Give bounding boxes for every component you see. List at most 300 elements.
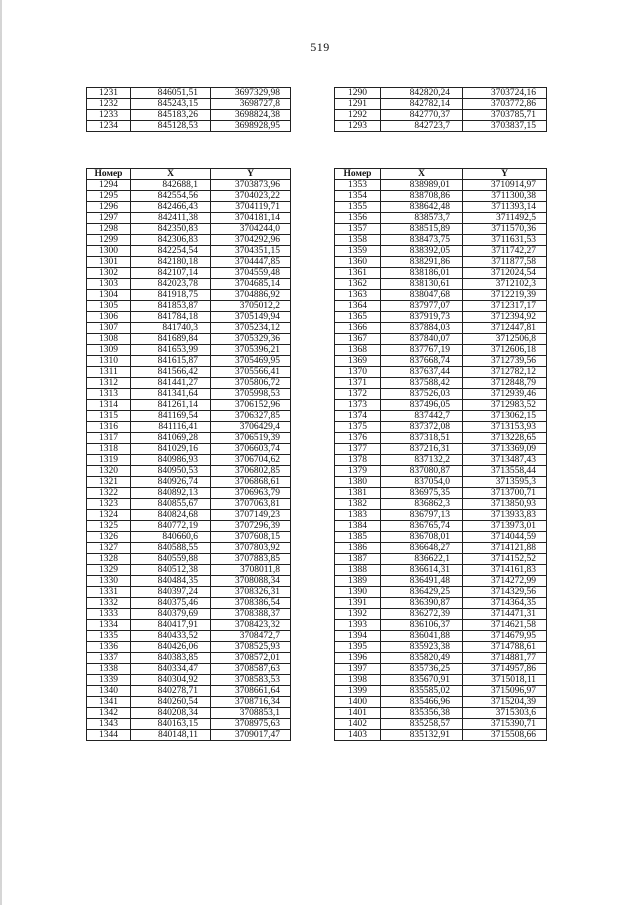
table-row bbox=[87, 433, 291, 444]
table-row bbox=[87, 719, 291, 730]
cell-y: 3712506,8 bbox=[463, 334, 547, 345]
cell-x: 836614,31 bbox=[381, 565, 463, 576]
cell-y: 3712219,39 bbox=[463, 290, 547, 301]
table-row bbox=[335, 576, 547, 587]
table-row bbox=[335, 719, 547, 730]
table-header-row bbox=[335, 169, 547, 180]
table-row bbox=[87, 488, 291, 499]
cell-x: 840375,46 bbox=[131, 598, 211, 609]
cell-number: 1397 bbox=[335, 664, 381, 675]
cell-x: 842180,18 bbox=[131, 257, 211, 268]
table-row bbox=[87, 620, 291, 631]
table-row bbox=[335, 290, 547, 301]
cell-x: 840772,19 bbox=[131, 521, 211, 532]
table-row bbox=[335, 642, 547, 653]
cell-y: 3704559,48 bbox=[211, 268, 291, 279]
cell-y: 3705469,95 bbox=[211, 356, 291, 367]
cell-x: 838515,89 bbox=[381, 224, 463, 235]
table-row bbox=[87, 686, 291, 697]
cell-y: 3707608,15 bbox=[211, 532, 291, 543]
cell-x: 841261,14 bbox=[131, 400, 211, 411]
cell-number: 1355 bbox=[335, 202, 381, 213]
table-row bbox=[335, 488, 547, 499]
cell-y: 3704447,85 bbox=[211, 257, 291, 268]
cell-number: 1311 bbox=[87, 367, 131, 378]
cell-x: 837318,51 bbox=[381, 433, 463, 444]
cell-y: 3714471,31 bbox=[463, 609, 547, 620]
cell-number: 1335 bbox=[87, 631, 131, 642]
cell-number: 1357 bbox=[335, 224, 381, 235]
cell-number: 1323 bbox=[87, 499, 131, 510]
cell-y: 3706519,39 bbox=[211, 433, 291, 444]
cell-y: 3712447,81 bbox=[463, 323, 547, 334]
header-number: Номер bbox=[335, 169, 381, 180]
cell-x: 835585,02 bbox=[381, 686, 463, 697]
cell-x: 836272,39 bbox=[381, 609, 463, 620]
cell-y: 3705149,94 bbox=[211, 312, 291, 323]
cell-x: 841441,27 bbox=[131, 378, 211, 389]
table-row bbox=[335, 99, 547, 110]
cell-x: 837588,42 bbox=[381, 378, 463, 389]
cell-number: 1324 bbox=[87, 510, 131, 521]
cell-x: 842306,83 bbox=[131, 235, 211, 246]
cell-x: 837767,19 bbox=[381, 345, 463, 356]
cell-y: 3705566,41 bbox=[211, 367, 291, 378]
cell-number: 1403 bbox=[335, 730, 381, 741]
cell-y: 3708716,34 bbox=[211, 697, 291, 708]
table-row bbox=[335, 521, 547, 532]
cell-x: 840304,92 bbox=[131, 675, 211, 686]
cell-y: 3705998,53 bbox=[211, 389, 291, 400]
table-row bbox=[335, 400, 547, 411]
table-row bbox=[335, 455, 547, 466]
cell-x: 835356,38 bbox=[381, 708, 463, 719]
table-row bbox=[87, 609, 291, 620]
table-row bbox=[87, 708, 291, 719]
table-row bbox=[87, 191, 291, 202]
cell-x: 842554,56 bbox=[131, 191, 211, 202]
cell-y: 3704244,0 bbox=[211, 224, 291, 235]
cell-x: 837442,7 bbox=[381, 411, 463, 422]
table-row bbox=[87, 653, 291, 664]
cell-y: 3713558,44 bbox=[463, 466, 547, 477]
cell-y: 3703785,71 bbox=[463, 110, 547, 121]
table-row bbox=[87, 367, 291, 378]
cell-number: 1359 bbox=[335, 246, 381, 257]
table-row bbox=[335, 697, 547, 708]
cell-y: 3706802,85 bbox=[211, 466, 291, 477]
cell-number: 1360 bbox=[335, 257, 381, 268]
table-row bbox=[335, 257, 547, 268]
table-row bbox=[335, 675, 547, 686]
cell-y: 3713700,71 bbox=[463, 488, 547, 499]
cell-y: 3711570,36 bbox=[463, 224, 547, 235]
cell-x: 842411,38 bbox=[131, 213, 211, 224]
cell-number: 1371 bbox=[335, 378, 381, 389]
table-row bbox=[335, 301, 547, 312]
cell-y: 3713153,93 bbox=[463, 422, 547, 433]
cell-y: 3711300,38 bbox=[463, 191, 547, 202]
table-row bbox=[87, 730, 291, 741]
cell-number: 1308 bbox=[87, 334, 131, 345]
cell-number: 1396 bbox=[335, 653, 381, 664]
cell-x: 841116,41 bbox=[131, 422, 211, 433]
cell-number: 1305 bbox=[87, 301, 131, 312]
cell-y: 3708011,8 bbox=[211, 565, 291, 576]
header-number: Номер bbox=[87, 169, 131, 180]
top-right-coordinates-table bbox=[334, 87, 547, 132]
cell-x: 835923,38 bbox=[381, 642, 463, 653]
cell-y: 3712024,54 bbox=[463, 268, 547, 279]
table-row bbox=[335, 543, 547, 554]
cell-y: 3713062,15 bbox=[463, 411, 547, 422]
cell-y: 3709017,47 bbox=[211, 730, 291, 741]
cell-x: 837132,2 bbox=[381, 455, 463, 466]
cell-number: 1381 bbox=[335, 488, 381, 499]
cell-y: 3703772,86 bbox=[463, 99, 547, 110]
cell-y: 3708423,32 bbox=[211, 620, 291, 631]
cell-number: 1329 bbox=[87, 565, 131, 576]
cell-y: 3715204,39 bbox=[463, 697, 547, 708]
table-row bbox=[87, 279, 291, 290]
main-right-coordinates-table bbox=[334, 168, 547, 741]
cell-y: 3698928,95 bbox=[211, 121, 291, 132]
cell-y: 3707883,85 bbox=[211, 554, 291, 565]
cell-y: 3704685,14 bbox=[211, 279, 291, 290]
table-row bbox=[87, 323, 291, 334]
cell-y: 3703837,15 bbox=[463, 121, 547, 132]
table-row bbox=[87, 110, 291, 121]
table-row bbox=[335, 110, 547, 121]
cell-number: 1400 bbox=[335, 697, 381, 708]
table-row bbox=[335, 411, 547, 422]
cell-number: 1231 bbox=[87, 88, 131, 99]
cell-x: 835820,49 bbox=[381, 653, 463, 664]
cell-number: 1340 bbox=[87, 686, 131, 697]
cell-y: 3704886,92 bbox=[211, 290, 291, 301]
table-row bbox=[87, 543, 291, 554]
table-row bbox=[335, 323, 547, 334]
cell-number: 1333 bbox=[87, 609, 131, 620]
cell-number: 1363 bbox=[335, 290, 381, 301]
table-row bbox=[335, 598, 547, 609]
cell-number: 1320 bbox=[87, 466, 131, 477]
cell-y: 3714679,95 bbox=[463, 631, 547, 642]
cell-x: 842723,7 bbox=[381, 121, 463, 132]
table-row bbox=[335, 565, 547, 576]
cell-x: 837080,87 bbox=[381, 466, 463, 477]
cell-x: 842350,83 bbox=[131, 224, 211, 235]
cell-y: 3705396,21 bbox=[211, 345, 291, 356]
table-header-row bbox=[87, 169, 291, 180]
cell-y: 3710914,97 bbox=[463, 180, 547, 191]
cell-number: 1372 bbox=[335, 389, 381, 400]
cell-number: 1378 bbox=[335, 455, 381, 466]
cell-number: 1344 bbox=[87, 730, 131, 741]
top-left-coordinates-table bbox=[86, 87, 291, 132]
cell-y: 3706868,61 bbox=[211, 477, 291, 488]
cell-x: 842688,1 bbox=[131, 180, 211, 191]
table-row bbox=[87, 356, 291, 367]
cell-x: 841853,87 bbox=[131, 301, 211, 312]
cell-y: 3705329,36 bbox=[211, 334, 291, 345]
table-row bbox=[87, 235, 291, 246]
table-row bbox=[87, 99, 291, 110]
cell-x: 842782,14 bbox=[381, 99, 463, 110]
cell-y: 3714121,88 bbox=[463, 543, 547, 554]
cell-x: 841740,3 bbox=[131, 323, 211, 334]
table-row bbox=[87, 334, 291, 345]
table-row bbox=[335, 88, 547, 99]
cell-number: 1318 bbox=[87, 444, 131, 455]
cell-x: 836041,88 bbox=[381, 631, 463, 642]
cell-y: 3708525,93 bbox=[211, 642, 291, 653]
cell-y: 3713228,65 bbox=[463, 433, 547, 444]
cell-y: 3704351,15 bbox=[211, 246, 291, 257]
cell-x: 841169,54 bbox=[131, 411, 211, 422]
cell-x: 840559,88 bbox=[131, 554, 211, 565]
cell-x: 845243,15 bbox=[131, 99, 211, 110]
table-row bbox=[87, 532, 291, 543]
cell-number: 1374 bbox=[335, 411, 381, 422]
table-row bbox=[87, 246, 291, 257]
cell-number: 1354 bbox=[335, 191, 381, 202]
cell-y: 3703724,16 bbox=[463, 88, 547, 99]
cell-number: 1377 bbox=[335, 444, 381, 455]
cell-number: 1398 bbox=[335, 675, 381, 686]
table-row bbox=[335, 279, 547, 290]
cell-y: 3711393,14 bbox=[463, 202, 547, 213]
table-row bbox=[335, 202, 547, 213]
cell-x: 836491,48 bbox=[381, 576, 463, 587]
cell-number: 1402 bbox=[335, 719, 381, 730]
cell-y: 3706603,74 bbox=[211, 444, 291, 455]
table-row bbox=[87, 598, 291, 609]
header-y: Y bbox=[211, 169, 291, 180]
table-row bbox=[335, 345, 547, 356]
cell-y: 3714788,61 bbox=[463, 642, 547, 653]
table-row bbox=[335, 367, 547, 378]
cell-y: 3697329,98 bbox=[211, 88, 291, 99]
cell-number: 1325 bbox=[87, 521, 131, 532]
main-left-coordinates-table bbox=[86, 168, 291, 741]
cell-y: 3708661,64 bbox=[211, 686, 291, 697]
table-row bbox=[335, 213, 547, 224]
cell-number: 1298 bbox=[87, 224, 131, 235]
cell-x: 846051,51 bbox=[131, 88, 211, 99]
cell-x: 840383,85 bbox=[131, 653, 211, 664]
cell-number: 1313 bbox=[87, 389, 131, 400]
table-row bbox=[335, 356, 547, 367]
cell-number: 1393 bbox=[335, 620, 381, 631]
cell-y: 3715390,71 bbox=[463, 719, 547, 730]
cell-number: 1301 bbox=[87, 257, 131, 268]
cell-y: 3704181,14 bbox=[211, 213, 291, 224]
cell-x: 840892,13 bbox=[131, 488, 211, 499]
table-row bbox=[87, 400, 291, 411]
table-row bbox=[87, 565, 291, 576]
cell-x: 840278,71 bbox=[131, 686, 211, 697]
cell-number: 1232 bbox=[87, 99, 131, 110]
cell-number: 1362 bbox=[335, 279, 381, 290]
cell-x: 837526,03 bbox=[381, 389, 463, 400]
cell-number: 1306 bbox=[87, 312, 131, 323]
cell-x: 837977,07 bbox=[381, 301, 463, 312]
cell-number: 1384 bbox=[335, 521, 381, 532]
cell-x: 838186,01 bbox=[381, 268, 463, 279]
cell-x: 841784,18 bbox=[131, 312, 211, 323]
cell-x: 842023,78 bbox=[131, 279, 211, 290]
cell-x: 837884,03 bbox=[381, 323, 463, 334]
cell-number: 1312 bbox=[87, 378, 131, 389]
cell-number: 1338 bbox=[87, 664, 131, 675]
cell-y: 3713369,09 bbox=[463, 444, 547, 455]
cell-number: 1294 bbox=[87, 180, 131, 191]
cell-x: 838473,75 bbox=[381, 235, 463, 246]
cell-x: 836708,01 bbox=[381, 532, 463, 543]
cell-number: 1387 bbox=[335, 554, 381, 565]
cell-x: 841566,42 bbox=[131, 367, 211, 378]
cell-x: 837372,08 bbox=[381, 422, 463, 433]
header-y: Y bbox=[463, 169, 547, 180]
cell-x: 840397,24 bbox=[131, 587, 211, 598]
cell-y: 3714044,59 bbox=[463, 532, 547, 543]
table-row bbox=[87, 312, 291, 323]
cell-x: 837919,73 bbox=[381, 312, 463, 323]
cell-x: 840484,35 bbox=[131, 576, 211, 587]
cell-y: 3706963,79 bbox=[211, 488, 291, 499]
cell-number: 1310 bbox=[87, 356, 131, 367]
cell-x: 835670,91 bbox=[381, 675, 463, 686]
cell-y: 3707803,92 bbox=[211, 543, 291, 554]
cell-number: 1382 bbox=[335, 499, 381, 510]
table-row bbox=[335, 466, 547, 477]
cell-x: 841069,28 bbox=[131, 433, 211, 444]
cell-y: 3707063,81 bbox=[211, 499, 291, 510]
cell-number: 1321 bbox=[87, 477, 131, 488]
cell-number: 1343 bbox=[87, 719, 131, 730]
cell-number: 1309 bbox=[87, 345, 131, 356]
cell-number: 1319 bbox=[87, 455, 131, 466]
cell-x: 842466,43 bbox=[131, 202, 211, 213]
cell-y: 3713973,01 bbox=[463, 521, 547, 532]
cell-x: 842107,14 bbox=[131, 268, 211, 279]
cell-y: 3715018,11 bbox=[463, 675, 547, 686]
scan-edge bbox=[0, 0, 2, 905]
cell-x: 840926,74 bbox=[131, 477, 211, 488]
cell-number: 1391 bbox=[335, 598, 381, 609]
cell-x: 838047,68 bbox=[381, 290, 463, 301]
table-row bbox=[87, 411, 291, 422]
cell-y: 3704119,71 bbox=[211, 202, 291, 213]
cell-number: 1307 bbox=[87, 323, 131, 334]
table-row bbox=[87, 455, 291, 466]
header-x: X bbox=[381, 169, 463, 180]
cell-number: 1314 bbox=[87, 400, 131, 411]
table-row bbox=[87, 576, 291, 587]
table-row bbox=[87, 554, 291, 565]
table-row bbox=[87, 224, 291, 235]
cell-number: 1385 bbox=[335, 532, 381, 543]
table-row bbox=[335, 224, 547, 235]
cell-number: 1315 bbox=[87, 411, 131, 422]
cell-number: 1316 bbox=[87, 422, 131, 433]
table-row bbox=[87, 510, 291, 521]
cell-number: 1342 bbox=[87, 708, 131, 719]
table-row bbox=[335, 730, 547, 741]
cell-y: 3715303,6 bbox=[463, 708, 547, 719]
cell-number: 1337 bbox=[87, 653, 131, 664]
table-row bbox=[335, 631, 547, 642]
cell-y: 3711492,5 bbox=[463, 213, 547, 224]
cell-x: 838708,86 bbox=[381, 191, 463, 202]
cell-x: 840208,34 bbox=[131, 708, 211, 719]
table-row bbox=[335, 686, 547, 697]
cell-y: 3712848,79 bbox=[463, 378, 547, 389]
cell-y: 3705012,2 bbox=[211, 301, 291, 312]
cell-number: 1292 bbox=[335, 110, 381, 121]
cell-number: 1380 bbox=[335, 477, 381, 488]
table-row bbox=[335, 444, 547, 455]
table-row bbox=[87, 121, 291, 132]
cell-x: 840379,69 bbox=[131, 609, 211, 620]
cell-x: 838291,86 bbox=[381, 257, 463, 268]
table-row bbox=[335, 554, 547, 565]
cell-y: 3698824,38 bbox=[211, 110, 291, 121]
table-row bbox=[87, 268, 291, 279]
cell-number: 1366 bbox=[335, 323, 381, 334]
cell-number: 1394 bbox=[335, 631, 381, 642]
cell-x: 837054,0 bbox=[381, 477, 463, 488]
cell-x: 836648,27 bbox=[381, 543, 463, 554]
cell-number: 1332 bbox=[87, 598, 131, 609]
cell-x: 841689,84 bbox=[131, 334, 211, 345]
table-row bbox=[335, 180, 547, 191]
cell-y: 3708975,63 bbox=[211, 719, 291, 730]
cell-x: 840660,6 bbox=[131, 532, 211, 543]
cell-y: 3713595,3 bbox=[463, 477, 547, 488]
cell-y: 3708388,37 bbox=[211, 609, 291, 620]
cell-x: 837496,05 bbox=[381, 400, 463, 411]
cell-number: 1364 bbox=[335, 301, 381, 312]
table-row bbox=[335, 235, 547, 246]
cell-number: 1330 bbox=[87, 576, 131, 587]
cell-y: 3715508,66 bbox=[463, 730, 547, 741]
cell-number: 1341 bbox=[87, 697, 131, 708]
cell-number: 1390 bbox=[335, 587, 381, 598]
cell-number: 1369 bbox=[335, 356, 381, 367]
cell-number: 1392 bbox=[335, 609, 381, 620]
cell-y: 3712939,46 bbox=[463, 389, 547, 400]
cell-x: 836862,3 bbox=[381, 499, 463, 510]
cell-number: 1367 bbox=[335, 334, 381, 345]
cell-x: 845128,53 bbox=[131, 121, 211, 132]
cell-number: 1401 bbox=[335, 708, 381, 719]
cell-number: 1297 bbox=[87, 213, 131, 224]
cell-y: 3711742,27 bbox=[463, 246, 547, 257]
cell-x: 836797,13 bbox=[381, 510, 463, 521]
cell-x: 840855,67 bbox=[131, 499, 211, 510]
cell-number: 1302 bbox=[87, 268, 131, 279]
cell-x: 840148,11 bbox=[131, 730, 211, 741]
table-row bbox=[335, 708, 547, 719]
cell-y: 3712782,12 bbox=[463, 367, 547, 378]
cell-number: 1291 bbox=[335, 99, 381, 110]
table-row bbox=[87, 675, 291, 686]
cell-number: 1328 bbox=[87, 554, 131, 565]
cell-y: 3714161,83 bbox=[463, 565, 547, 576]
cell-number: 1379 bbox=[335, 466, 381, 477]
